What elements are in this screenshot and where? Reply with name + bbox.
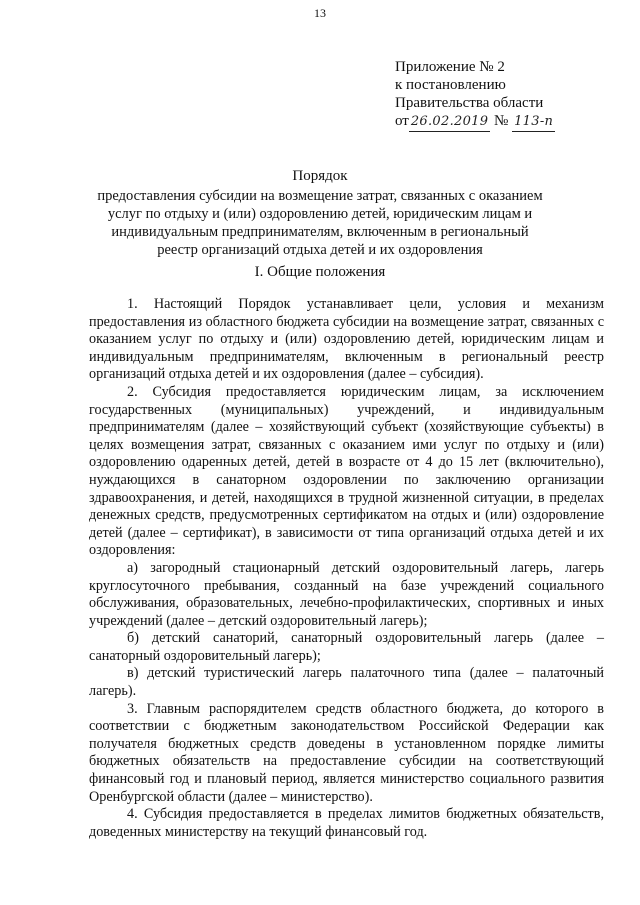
paragraph: в) детский туристический лагерь палаточного типа (далее – палаточный лагерь). <box>89 665 604 700</box>
title-line: индивидуальным предпринимателям, включенным в региональный <box>111 224 529 240</box>
number-prefix: № <box>494 113 509 129</box>
paragraph: 2. Субсидия предоставляется юридическим лицам, за исключением государственных (муниципальных) учреждений, и индивидуальным предпринимателям (далее – хозяйствующий субъект (хозяйствующие субъекты) в целях возмещения затрат, связанных с оказанием ими услуг по отдыху и (или) оздоровлению одаренных детей, детей в возрасте от 4 до 15 лет (включительно), нуждающихся в санаторном оздоровлении по заключению организации здравоохранения, и детей, находящихся в трудной жизненной ситуации, в пределах денежных средств, предусмотренных сертификатом на отдых и (или) оздоровление детей (далее – сертификат), в зависимости от типа организаций отдыха детей и их оздоровления: <box>89 383 604 559</box>
document-title <box>90 167 550 259</box>
title-heading: Порядок <box>292 168 348 184</box>
appendix-date-line <box>395 112 625 132</box>
handwritten-date: 26.02.2019 <box>409 113 490 132</box>
appendix-line-2: к постановлению <box>395 77 506 93</box>
appendix-header <box>395 58 625 132</box>
paragraph: 3. Главным распорядителем средств областного бюджета, до которого в соответствии с бюджетным законодательством Российской Федерации как получателя бюджетных средств доведены в установленном порядке лимиты бюджетных обязательств на предоставление субсидии на соответствующий финансовый год и плановый период, является министерство социального развития Оренбургской области (далее – министерство). <box>89 700 604 805</box>
paragraph: а) загородный стационарный детский оздоровительный лагерь, лагерь круглосуточного пребывания, созданный на базе учреждений социального обслуживания, образовательных, лечебно-профилактических, спортивных и иных учреждений (далее – детский оздоровительный лагерь); <box>89 559 604 629</box>
page-number: 13 <box>314 6 326 20</box>
body-text <box>89 296 604 841</box>
paragraph: 1. Настоящий Порядок устанавливает цели, условия и механизм предоставления из областного бюджета субсидии на возмещение затрат, связанных с оказанием услуг по отдыху и (или) оздоровлению детей, юридическим лицам и индивидуальным предпринимателям, включенным в региональный реестр организаций отдыха детей и их оздоровления (далее – субсидия). <box>89 296 604 383</box>
title-line: услуг по отдыху и (или) оздоровлению детей, юридическим лицам и <box>107 206 533 222</box>
title-line: предоставления субсидии на возмещение затрат, связанных с оказанием <box>97 188 543 204</box>
appendix-line-3: Правительства области <box>395 95 544 111</box>
appendix-line-1: Приложение № 2 <box>395 59 505 75</box>
date-prefix: от <box>395 113 409 129</box>
paragraph: б) детский санаторий, санаторный оздоровительный лагерь (далее – санаторный оздоровительный лагерь); <box>89 630 604 664</box>
title-line: реестр организаций отдыха детей и их оздоровления <box>157 242 483 258</box>
paragraph: 4. Субсидия предоставляется в пределах лимитов бюджетных обязательств, доведенных министерству на текущий финансовый год. <box>89 806 604 840</box>
section-title: I. Общие положения <box>254 264 386 280</box>
handwritten-number: 113-п <box>512 113 555 132</box>
